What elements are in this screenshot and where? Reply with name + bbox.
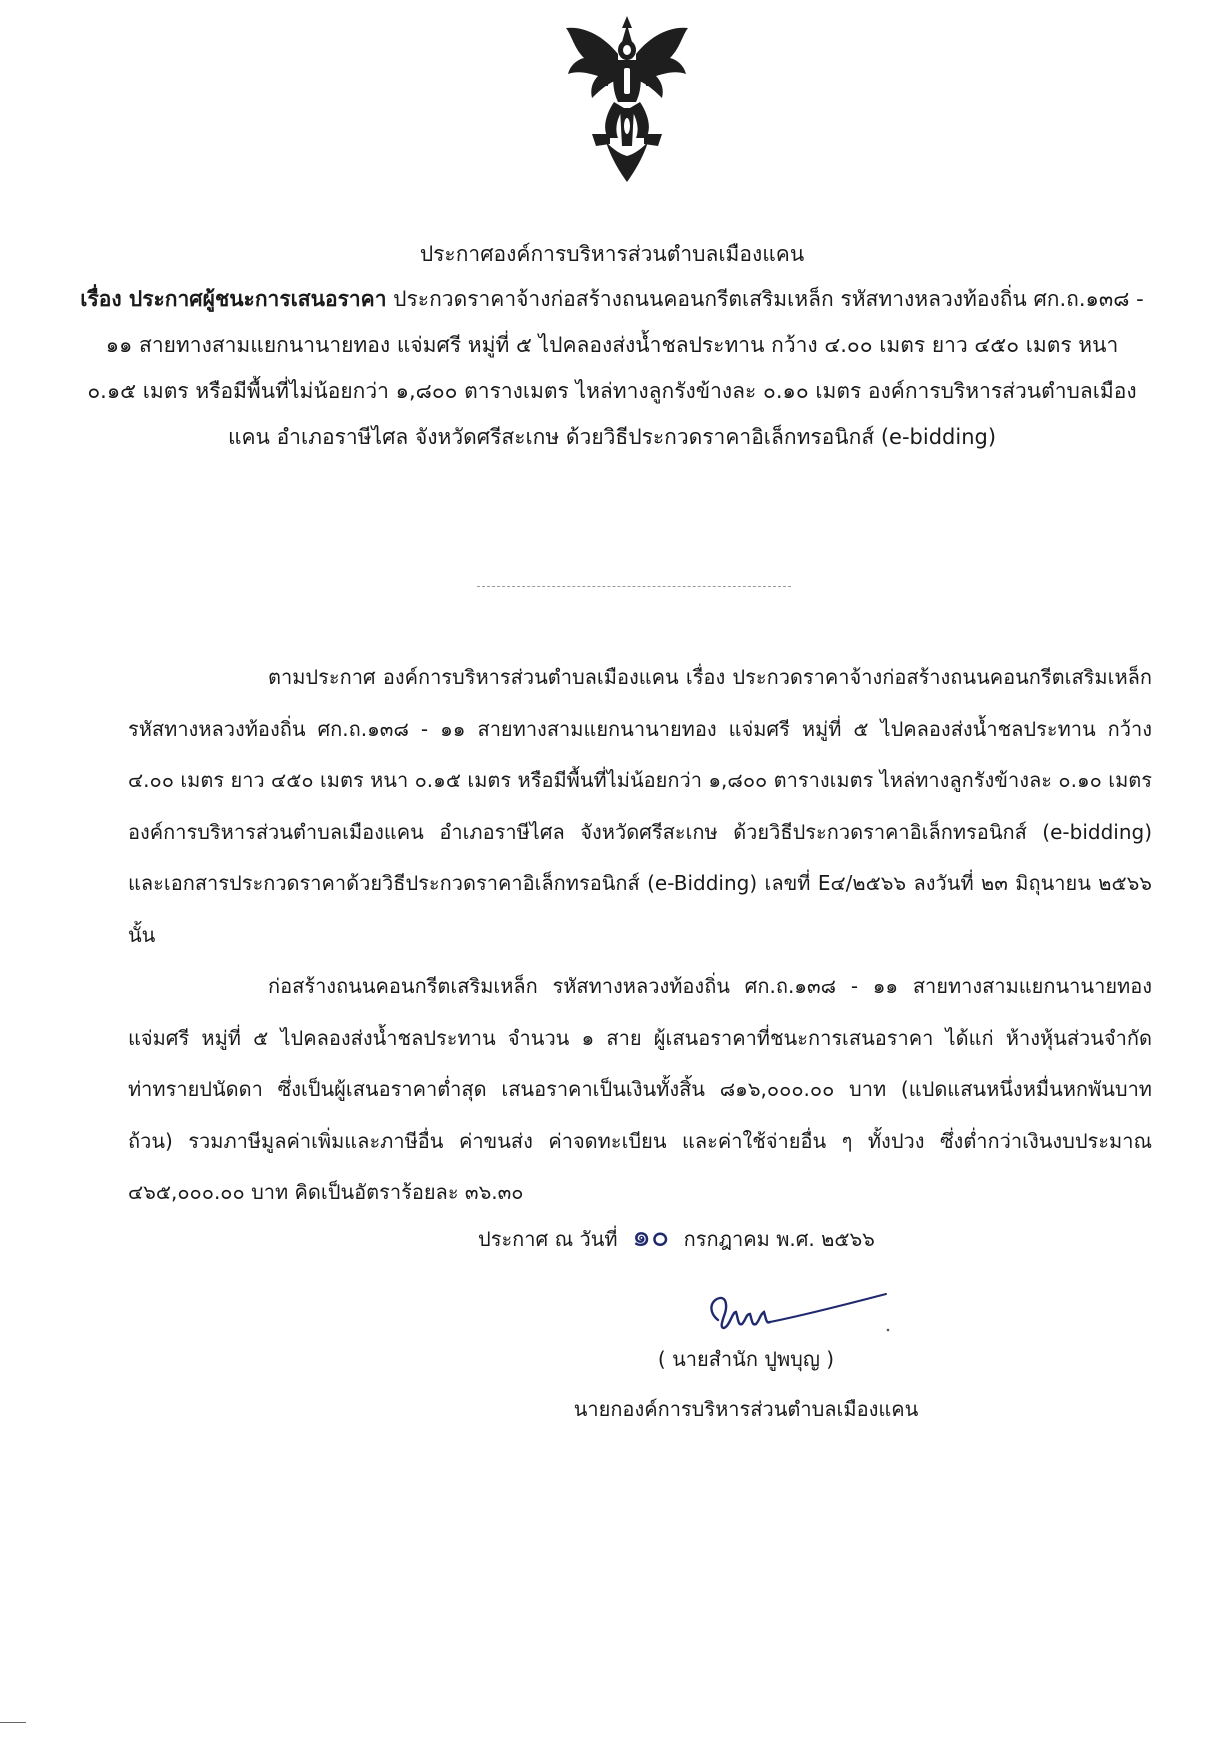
signer-position: นายกองค์การบริหารส่วนตำบลเมืองแคน — [573, 1397, 919, 1421]
scan-edge-line — [0, 1722, 26, 1740]
subject-text: ประกวดราคาจ้างก่อสร้างถนนคอนกรีตเสริมเหล็ก รหัสทางหลวงท้องถิ่น ศก.ถ.๑๓๘ - ๑๑ สายทางสามแยกนานายทอง แจ่มศรี หมู่ที่ ๕ ไปคลองส่งน้ำชลประทาน กว้าง ๔.๐๐ เมตร ยาว ๔๕๐ เมตร หนา ๐.๑๕ เมตร หรือมีพื้นที่ไม่น้อยกว่า ๑,๘๐๐ ตารางเมตร ไหล่ทางลูกรังข้างละ ๐.๑๐ เมตร องค์การบริหารส่วนตำบลเมืองแคน อำเภอราษีไศล จังหวัดศรีสะเกษ ด้วยวิธีประกวดราคาอิเล็กทรอนิกส์ (e-bidding) — [87, 287, 1144, 449]
signature-icon — [690, 1282, 900, 1342]
paragraph-winner: ก่อสร้างถนนคอนกรีตเสริมเหล็ก รหัสทางหลวงท้องถิ่น ศก.ถ.๑๓๘ - ๑๑ สายทางสามแยกนานายทอง แจ่มศรี หมู่ที่ ๕ ไปคลองส่งน้ำชลประทาน จำนวน ๑ สาย ผู้เสนอราคาที่ชนะการเสนอราคา ได้แก่ ห้างหุ้นส่วนจำกัด ท่าทรายปนัดดา ซึ่งเป็นผู้เสนอราคาต่ำสุด เสนอราคาเป็นเงินทั้งสิ้น ๘๑๖,๐๐๐.๐๐ บาท (แปดแสนหนึ่งหมื่นหกพันบาทถ้วน) รวมภาษีมูลค่าเพิ่มและภาษีอื่น ค่าขนส่ง ค่าจดทะเบียน และค่าใช้จ่ายอื่น ๆ ทั้งปวง ซึ่งต่ำกว่าเงินงบประมาณ ๔๖๕,๐๐๐.๐๐ บาท คิดเป็นอัตราร้อยละ ๓๖.๓๐ — [128, 974, 1152, 1204]
divider — [477, 586, 791, 587]
announcement-date — [478, 1213, 875, 1260]
handwritten-day: ๑๐ — [631, 1219, 670, 1254]
signer-name: ( นายสำนัก ปูพบุญ ) — [657, 1347, 835, 1371]
body-text — [128, 652, 1152, 1219]
garuda-emblem-icon — [562, 14, 692, 184]
announce-label: ประกาศ ณ วันที่ — [478, 1227, 618, 1251]
subject-label: เรื่อง ประกาศผู้ชนะการเสนอราคา — [80, 287, 387, 311]
header-block — [80, 236, 1144, 460]
document-title: ประกาศองค์การบริหารส่วนตำบลเมืองแคน — [419, 242, 805, 266]
month-year: กรกฎาคม พ.ศ. ๒๕๖๖ — [683, 1227, 875, 1251]
paragraph-reference: ตามประกาศ องค์การบริหารส่วนตำบลเมืองแคน เรื่อง ประกวดราคาจ้างก่อสร้างถนนคอนกรีตเสริมเหล็ก รหัสทางหลวงท้องถิ่น ศก.ถ.๑๓๘ - ๑๑ สายทางสามแยกนานายทอง แจ่มศรี หมู่ที่ ๕ ไปคลองส่งน้ำชลประทาน กว้าง ๔.๐๐ เมตร ยาว ๔๕๐ เมตร หนา ๐.๑๕ เมตร หรือมีพื้นที่ไม่น้อยกว่า ๑,๘๐๐ ตารางเมตร ไหล่ทางลูกรังข้างละ ๐.๑๐ เมตร องค์การบริหารส่วนตำบลเมืองแคน อำเภอราษีไศล จังหวัดศรีสะเกษ ด้วยวิธีประกวดราคาอิเล็กทรอนิกส์ (e-bidding) และเอกสารประกวดราคาด้วยวิธีประกวดราคาอิเล็กทรอนิกส์ (e-Bidding) เลขที่ E๔/๒๕๖๖ ลงวันที่ ๒๓ มิถุนายน ๒๕๖๖ นั้น — [128, 665, 1152, 947]
subject-line — [80, 276, 1144, 460]
